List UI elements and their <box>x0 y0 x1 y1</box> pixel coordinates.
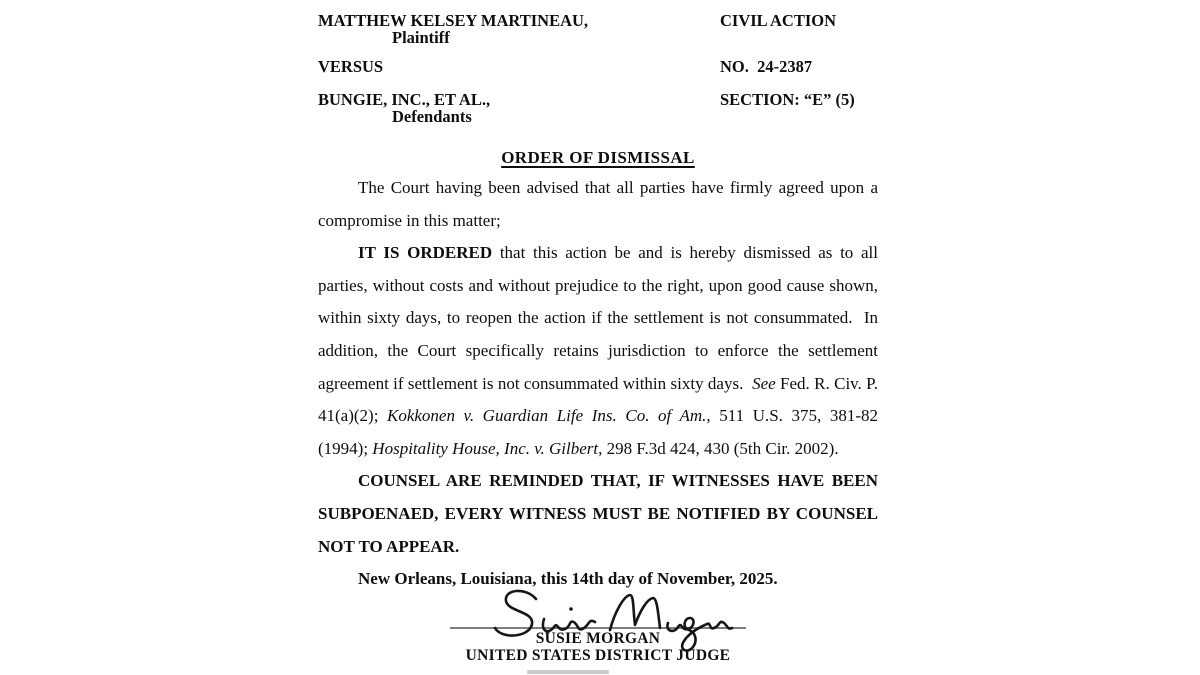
text-segment: that this action be and is hereby dismissed as to all parties, without costs and without prejudice to the right, upon good cause shown, within sixty days, to reopen the action if the settlement is not consummated. In addition, the Court specifically retains jurisdiction to enforce the settlement agreement if settlement is not consummated within sixty days. <box>318 243 878 393</box>
judge-name: SUSIE MORGAN <box>535 629 661 647</box>
text-segment: Fed. R. Civ. P. 41(a)(2); <box>318 373 878 426</box>
next-page-edge <box>527 670 609 674</box>
order-paragraph <box>318 465 878 563</box>
judge-title: UNITED STATES DISTRICT JUDGE <box>465 646 731 664</box>
caption-left-defendants <box>318 91 720 125</box>
caption-row-defendants <box>318 91 878 125</box>
plaintiff-name: MATTHEW KELSEY MARTINEAU, <box>318 11 589 30</box>
case-number: NO. 24-2387 <box>720 57 813 76</box>
text-segment: , 298 F.3d 424, 430 (5th Cir. 2002). <box>598 438 839 458</box>
civil-action-label: CIVIL ACTION <box>720 11 836 30</box>
order-body <box>318 172 878 596</box>
signature-block <box>318 627 878 664</box>
order-document <box>318 0 878 664</box>
signature-line <box>450 627 746 629</box>
text-segment: COUNSEL ARE REMINDED THAT, IF WITNESSES HAVE BEEN SUBPOENAED, EVERY WITNESS MUST BE NOTIFIED BY COUNSEL NOT TO APPEAR. <box>318 471 878 556</box>
text-segment: , 511 U.S. 375, 381-82 (1994); <box>318 406 878 458</box>
order-paragraph <box>318 172 878 237</box>
text-segment: IT IS ORDERED <box>358 243 493 263</box>
text-segment: See <box>752 373 776 393</box>
order-paragraph <box>318 237 878 465</box>
caption-left-plaintiff <box>318 12 720 46</box>
defendant-name: BUNGIE, INC., ET AL., <box>318 90 491 109</box>
caption-row-versus <box>318 58 878 75</box>
plaintiff-role: Plaintiff <box>392 28 450 47</box>
text-segment: Kokkonen v. Guardian Life Ins. Co. of Am. <box>387 406 707 426</box>
text-segment: The Court having been advised that all parties have firmly agreed upon a compromise in this matter; <box>318 178 878 230</box>
order-title: ORDER OF DISMISSAL <box>501 148 695 167</box>
versus-label: VERSUS <box>318 57 384 76</box>
section-label: SECTION: “E” (5) <box>720 90 855 109</box>
text-segment: Hospitality House, Inc. v. Gilbert <box>372 438 599 458</box>
text-segment: New Orleans, Louisiana, this 14th day of November, 2025. <box>358 569 778 589</box>
caption-row-plaintiff <box>318 12 878 46</box>
date-line <box>318 563 878 596</box>
defendant-role: Defendants <box>392 107 472 126</box>
case-caption <box>318 12 878 125</box>
